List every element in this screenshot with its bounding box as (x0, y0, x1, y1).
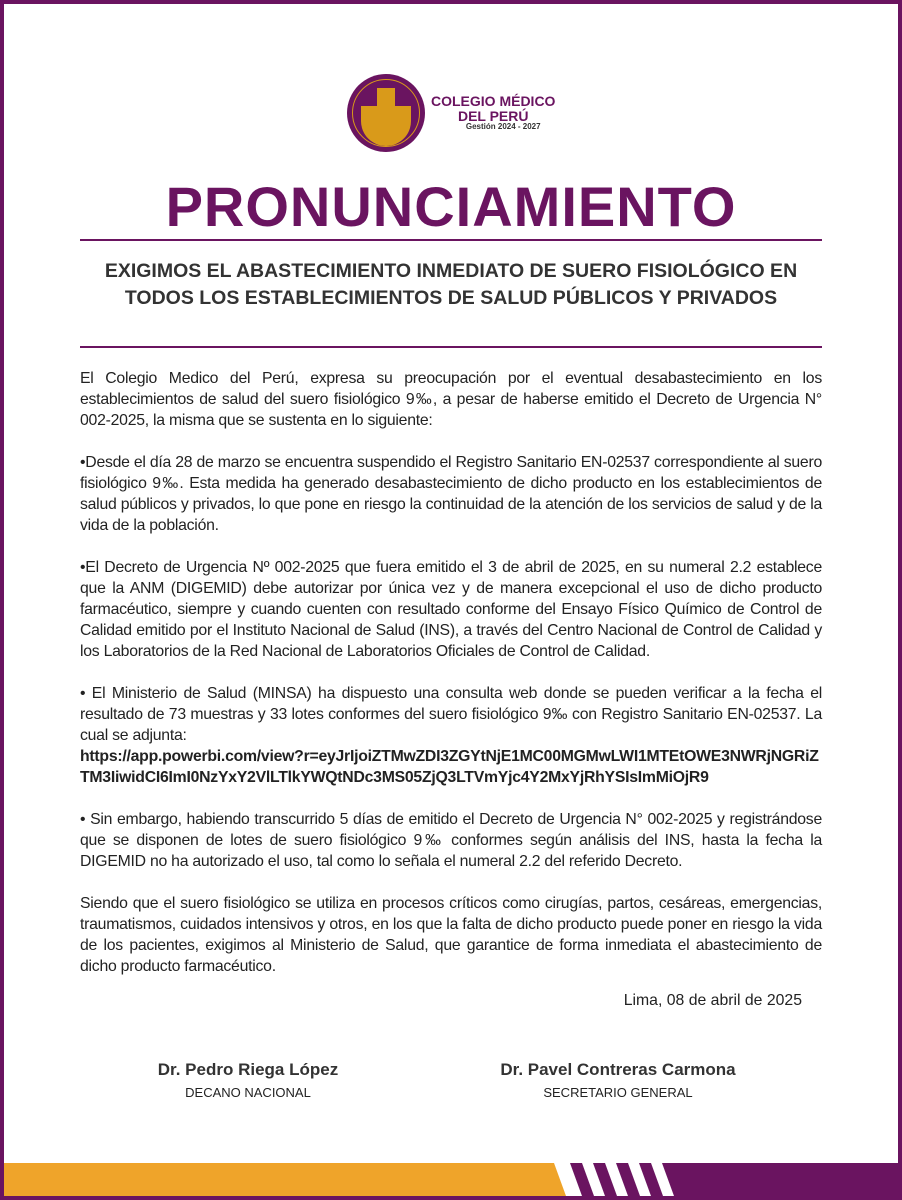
purple-stripe (593, 1163, 617, 1196)
signature-name: Dr. Pavel Contreras Carmona (500, 1060, 736, 1079)
document-subtitle: EXIGIMOS EL ABASTECIMIENTO INMEDIATO DE SUERO FISIOLÓGICO EN TODOS LOS ESTABLECIMIENTOS DE SALUD PÚBLICOS Y PRIVADOS (104, 260, 798, 309)
powerbi-link[interactable]: https://app.powerbi.com/view?r=eyJrIjoiZTMwZDI3ZGYtNjE1MC00MGMwLWI1MTEtOWE3NWRjNGRiZTM3IiwidCI6ImI0NzYxY2VlLTlkYWQtNDc3MS05ZjQ3LTVmYjc4Y2MxYjRhYSIsImMiOjR9 (80, 748, 819, 786)
divider (80, 239, 822, 241)
paragraph: • Sin embargo, habiendo transcurrido 5 días de emitido el Decreto de Urgencia N° 002-2025 y registrándose que se disponen de lotes de suero fisiológico 9‰ conformes según análisis del INS, hasta la fecha la DIGEMID no ha autorizado el uso, tal como lo señala el numeral 2.2 del referido Decreto. (80, 811, 822, 870)
divider (80, 346, 822, 348)
logo-line2: DEL PERÚ (457, 107, 529, 124)
logo-line3: Gestión 2024 - 2027 (465, 122, 541, 132)
document-body (80, 368, 822, 998)
document-page (4, 4, 898, 1196)
signature-role: SECRETARIO GENERAL (543, 1085, 693, 1100)
logo-line1: COLEGIO MÉDICO (431, 93, 556, 110)
seal-icon (347, 74, 425, 152)
signature-secretario (468, 1060, 768, 1100)
paragraph: •Desde el día 28 de marzo se encuentra suspendido el Registro Sanitario EN-02537 correspondiente al suero fisiológico 9‰. Esta medida ha generado desabastecimiento de dicho producto en los establecimientos de salud públicos y privados, lo que pone en riesgo la continuidad de la atención de los servicios de salud y de la vida de la población. (80, 454, 822, 534)
purple-stripe (570, 1163, 594, 1196)
document-title: PRONUNCIAMIENTO (165, 175, 737, 238)
paragraph: • El Ministerio de Salud (MINSA) ha dispuesto una consulta web donde se pueden verificar a la fecha el resultado de 73 muestras y 33 lotes conformes del suero fisiológico 9‰ con Registro Sanitario EN-02537. La cual se adjunta: (80, 685, 822, 744)
paragraph: El Colegio Medico del Perú, expresa su preocupación por el eventual desabastecimiento en los establecimientos de salud del suero fisiológico 9‰, a pesar de haberse emitido el Decreto de Urgencia N° 002-2025, la misma que se sustenta en lo siguiente: (80, 370, 822, 429)
footer-stripe-band (4, 1163, 898, 1196)
gold-stripe (4, 1163, 566, 1196)
paragraph: •El Decreto de Urgencia Nº 002-2025 que fuera emitido el 3 de abril de 2025, en su numeral 2.2 establece que la ANM (DIGEMID) debe autorizar por única vez y de manera excepcional el uso de dicho producto farmacéutico, siempre y cuando cuenten con resultado conforme del Ensayo Físico Químico de Control de Calidad emitido por el Instituto Nacional de Salud (INS), a través del Centro Nacional de Control de Calidad y los Laboratorios de la Red Nacional de Laboratorios Oficiales de Control de Calidad. (80, 559, 822, 660)
colegio-medico-logo (347, 74, 555, 152)
paragraph: Siendo que el suero fisiológico se utiliza en procesos críticos como cirugías, partos, cesáreas, emergencias, traumatismos, cuidados intensivos y otros, en los que la falta de dicho producto puede poner en riesgo la vida de los pacientes, exigimos al Ministerio de Salud, que garantice de forma inmediata el abastecimiento de dicho producto farmacéutico. (80, 895, 822, 975)
signature-name: Dr. Pedro Riega López (157, 1060, 339, 1079)
purple-block (662, 1163, 898, 1196)
signature-decano (98, 1060, 398, 1100)
document-date: Lima, 08 de abril de 2025 (623, 992, 802, 1009)
purple-stripe (616, 1163, 640, 1196)
purple-stripe (639, 1163, 663, 1196)
signature-role: DECANO NACIONAL (185, 1085, 311, 1100)
